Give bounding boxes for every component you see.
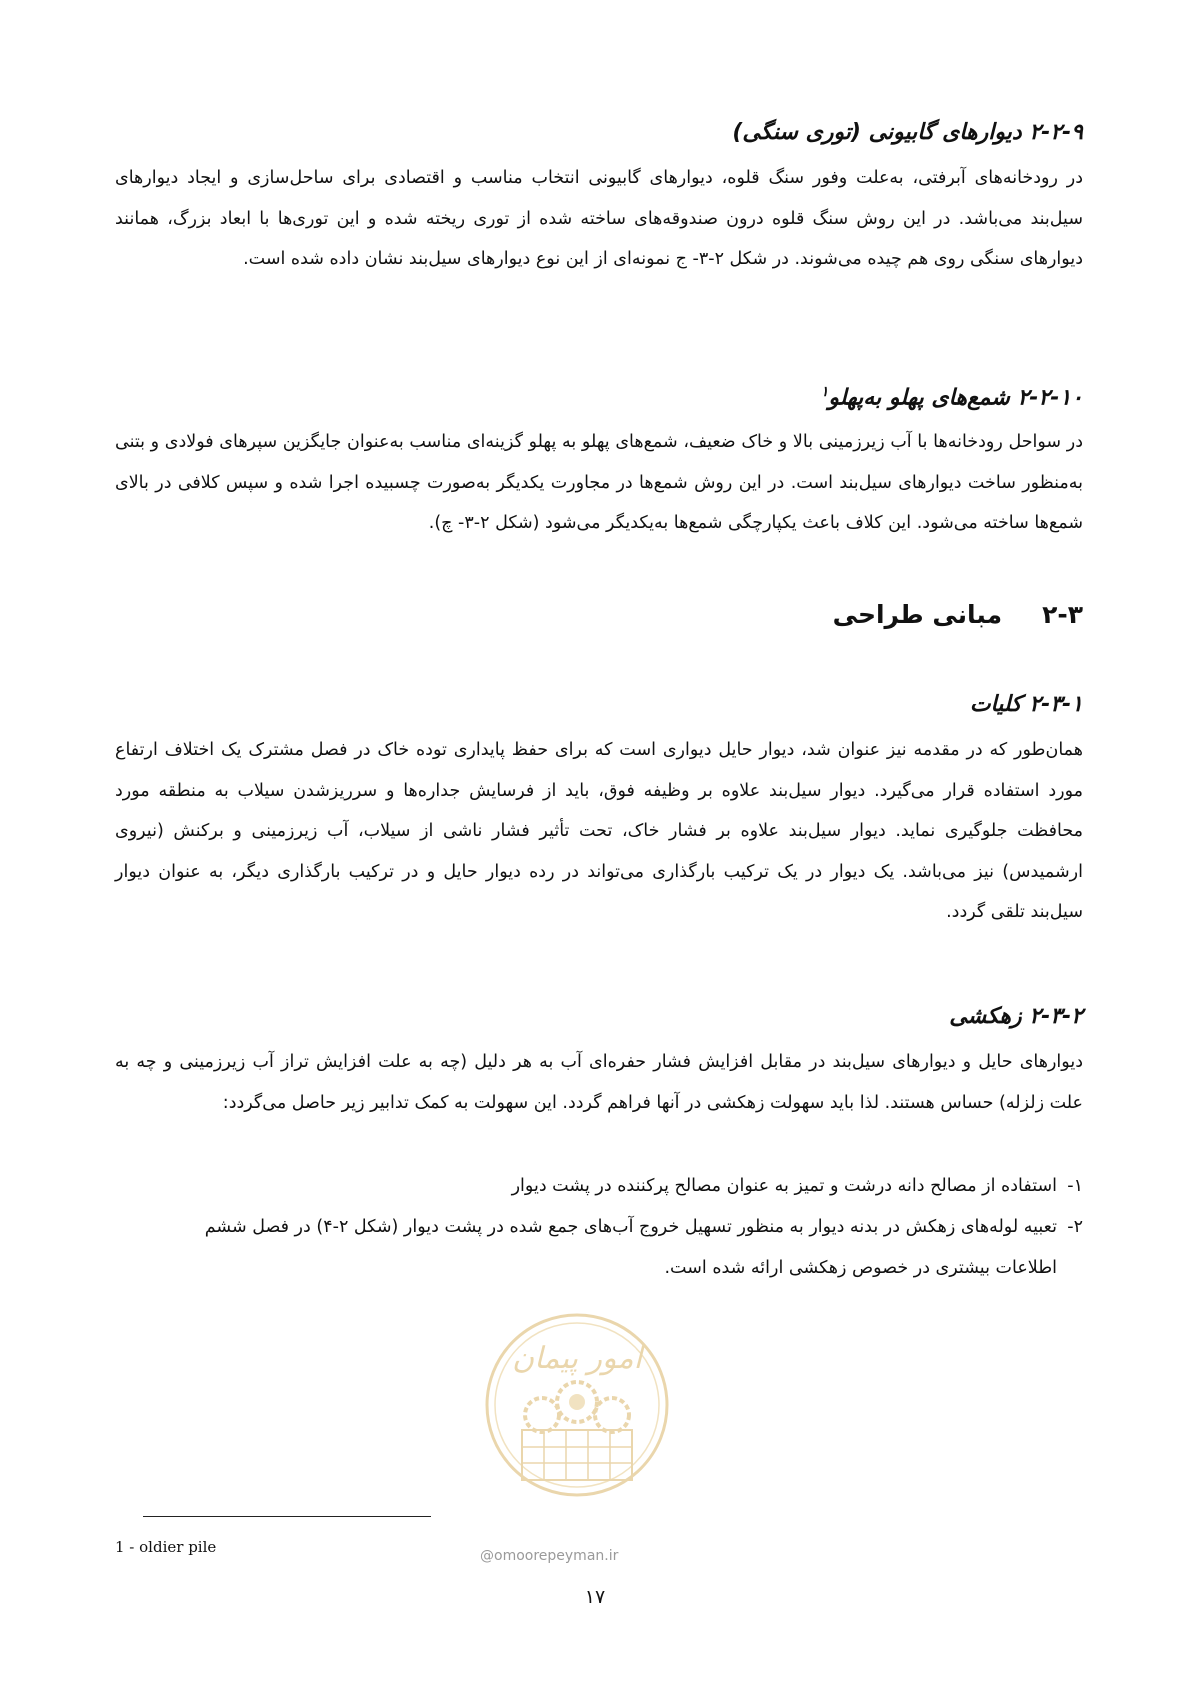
heading-design-basis-title: مبانی طراحی [832, 600, 1003, 629]
footnote-reference: ۱ [820, 384, 829, 400]
watermark-logo-text: امور پیمان [512, 1341, 642, 1376]
list-marker: ۲- [1067, 1217, 1083, 1237]
footnote-divider [143, 1516, 431, 1517]
list-item [115, 1207, 1083, 1288]
heading-side-by-side-piles-text: ۲-۲-۱۰ شمع‌های پهلو به‌پهلو [828, 385, 1083, 411]
page-number: ۱۷ [584, 1586, 606, 1608]
heading-side-by-side-piles [103, 384, 1083, 410]
paragraph-generalities: همان‌طور که در مقدمه نیز عنوان شد، دیوار حایل دیواری است که برای حفظ پایداری توده خاک در فصل مشترک یک اختلاف ارتفاع مورد استفاده قرار می‌گیرد. دیوار سیل‌بند علاوه بر وظیفه فوق، باید از فرسایش جداره‌ها و سرریزشدن سیلاب به منطقه مورد محافظت جلوگیری نماید. دیوار سیل‌بند علاوه بر فشار خاک، تحت تأثیر فشار ناشی از سیلاب، آب زیرزمینی و برکنش (نیروی ارشمیدس) نیز می‌باشد. یک دیوار در یک ترکیب بارگذاری می‌تواند در رده دیوار حایل و در ترکیب بارگذاری دیگر، به عنوان دیوار سیل‌بند تلقی گردد. [115, 740, 1083, 922]
paragraph-gabion-walls: در رودخانه‌های آبرفتی، به‌علت وفور سنگ قلوه، دیوارهای گابیونی انتخاب مناسب و اقتصادی برای ساحل‌سازی و ایجاد دیوارهای سیل‌بند می‌باشد. در این روش سنگ قلوه درون صندوقه‌های ساخته شده از توری ریخته شده و این توری‌ها با ابعاد بزرگ، همانند دیوارهای سنگی روی هم چیده می‌شوند. در شکل ۲-۳- ج نمونه‌ای از این نوع دیوارهای سیل‌بند نشان داده شده است. [115, 168, 1083, 269]
heading-gabion-walls-text: ۲-۲-۹ دیوارهای گابیونی (توری سنگی) [732, 120, 1083, 145]
watermark-url: @omoorepeyman.ir [480, 1548, 619, 1564]
heading-gabion-walls [103, 120, 1083, 145]
heading-generalities-text: ۲-۳-۱ کلیات [969, 692, 1083, 717]
list-marker: ۱- [1067, 1176, 1083, 1196]
heading-drainage-text: ۲-۳-۲ زهکشی [949, 1004, 1083, 1029]
paragraph-side-by-side-piles: در سواحل رودخانه‌ها با آب زیرزمینی بالا و خاک ضعیف، شمع‌های پهلو به پهلو گزینه‌ای مناسب به‌عنوان جایگزین سپرهای فولادی و بتنی به‌منظور ساخت دیوارهای سیل‌بند است. در این روش شمع‌ها در مجاورت یکدیگر به‌صورت چسبیده اجرا شده و سپس کلافی در بالای شمع‌ها ساخته می‌شود. این کلاف باعث یکپارچگی شمع‌ها به‌یکدیگر می‌شود (شکل ۲-۳- چ). [115, 432, 1083, 533]
paragraph-drainage: دیوارهای حایل و دیوارهای سیل‌بند در مقابل افزایش فشار حفره‌ای آب به هر دلیل (چه به علت افزایش تراز آب زیرزمینی و چه به علت زلزله) حساس هستند. لذا باید سهولت زهکشی در آنها فراهم گردد. این سهولت به کمک تدابیر زیر حاصل می‌گردد: [115, 1052, 1083, 1113]
list-item [115, 1166, 1083, 1207]
heading-design-basis-number: ۲-۳ [1042, 600, 1083, 629]
heading-generalities [103, 692, 1083, 717]
list-item-text: تعبیه لوله‌های زهکش در بدنه دیوار به منظور تسهیل خروج آب‌های جمع شده در پشت دیوار (شکل ۲-۴) در فصل ششم [204, 1217, 1057, 1237]
heading-drainage [103, 1004, 1083, 1029]
list-item-text: استفاده از مصالح دانه درشت و تمیز به عنوان مصالح پرکننده در پشت دیوار [511, 1176, 1057, 1196]
heading-design-basis [103, 600, 1083, 629]
watermark-logo-icon [482, 1310, 672, 1500]
list-item-continuation: اطلاعات بیشتری در خصوص زهکشی ارائه شده است. [664, 1257, 1057, 1278]
footnote: 1 - oldier pile [115, 1538, 217, 1556]
